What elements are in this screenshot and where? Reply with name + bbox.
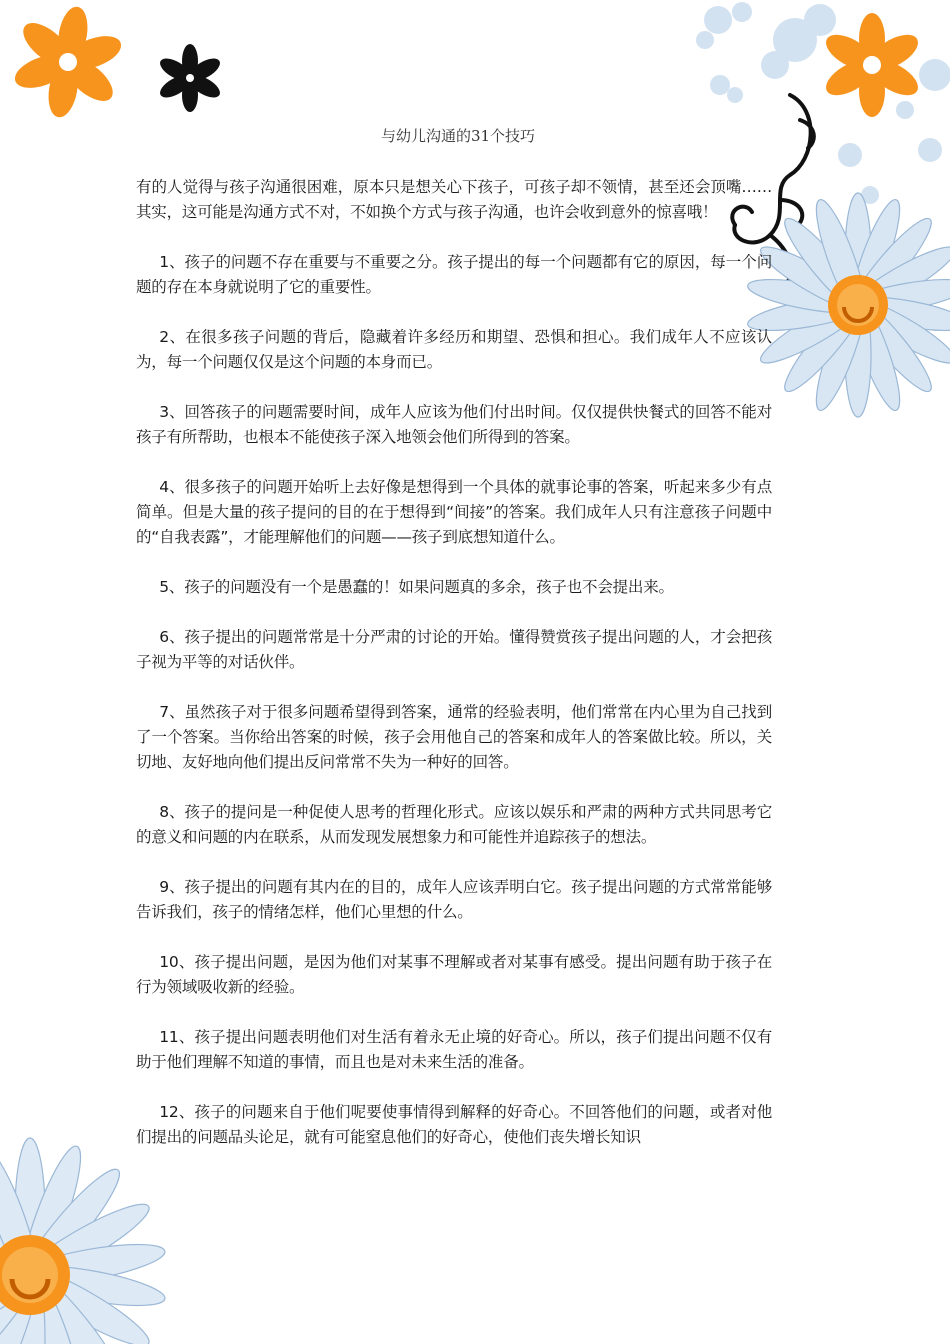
list-item: 12、孩子的问题来自于他们呢要使事情得到解释的好奇心。不回答他们的问题，或者对他们提出的问题品头论足，就有可能窒息他们的好奇心，使他们丧失增长知识 <box>136 1103 772 1146</box>
intro-paragraph: 有的人觉得与孩子沟通很困难，原本只是想关心下孩子，可孩子却不领情，甚至还会顶嘴……其实，这可能是沟通方式不对，不如换个方式与孩子沟通，也许会收到意外的惊喜哦！ <box>136 178 772 221</box>
orange-flower-top-right <box>820 13 923 117</box>
list-item: 4、很多孩子的问题开始听上去好像是想得到一个具体的就事论事的答案，听起来多少有点简单。但是大量的孩子提问的目的在于想得到“间接”的答案。我们成年人只有注意孩子问题中的“自我表露”，才能理解他们的问题——孩子到底想知道什么。 <box>136 478 772 546</box>
list-item: 9、孩子提出的问题有其内在的目的，成年人应该弄明白它。孩子提出问题的方式常常能够告诉我们，孩子的情绪怎样，他们心里想的什么。 <box>136 878 772 921</box>
orange-flower-top-left <box>11 4 126 119</box>
list-item: 5、孩子的问题没有一个是愚蠢的！如果问题真的多余，孩子也不会提出来。 <box>159 578 674 596</box>
list-item: 11、孩子提出问题表明他们对生活有着永无止境的好奇心。所以，孩子们提出问题不仅有助于他们理解不知道的事情，而且也是对未来生活的准备。 <box>136 1028 772 1071</box>
black-flower-top-left <box>157 44 224 112</box>
list-item: 2、在很多孩子问题的背后，隐藏着许多经历和期望、恐惧和担心。我们成年人不应该认为，每一个问题仅仅是这个问题的本身而已。 <box>136 328 772 371</box>
list-item: 1、孩子的问题不存在重要与不重要之分。孩子提出的每一个问题都有它的原因，每一个问题的存在本身就说明了它的重要性。 <box>136 253 772 296</box>
blue-flower-small-1 <box>696 2 950 204</box>
list-item: 6、孩子提出的问题常常是十分严肃的讨论的开始。懂得赞赏孩子提出问题的人，才会把孩子视为平等的对话伙伴。 <box>136 628 772 671</box>
list-item: 10、孩子提出问题，是因为他们对某事不理解或者对某事有感受。提出问题有助于孩子在行为领域吸收新的经验。 <box>136 953 772 996</box>
list-item: 8、孩子的提问是一种促使人思考的哲理化形式。应该以娱乐和严肃的两种方式共同思考它的意义和问题的内在联系，从而发现发展想象力和可能性并追踪孩子的想法。 <box>136 803 772 846</box>
list-item: 3、回答孩子的问题需要时间，成年人应该为他们付出时间。仅仅提供快餐式的回答不能对孩子有所帮助，也根本不能使孩子深入地领会他们所得到的答案。 <box>136 403 772 446</box>
list-item: 7、虽然孩子对于很多问题希望得到答案，通常的经验表明，他们常常在内心里为自己找到了一个答案。当你给出答案的时候，孩子会用他自己的答案和成年人的答案做比较。所以，关切地、友好地向他们提出反问常常不失为一种好的回答。 <box>136 703 772 771</box>
page-title: 与幼儿沟通的31个技巧 <box>380 127 536 145</box>
article-body <box>136 175 772 1175</box>
